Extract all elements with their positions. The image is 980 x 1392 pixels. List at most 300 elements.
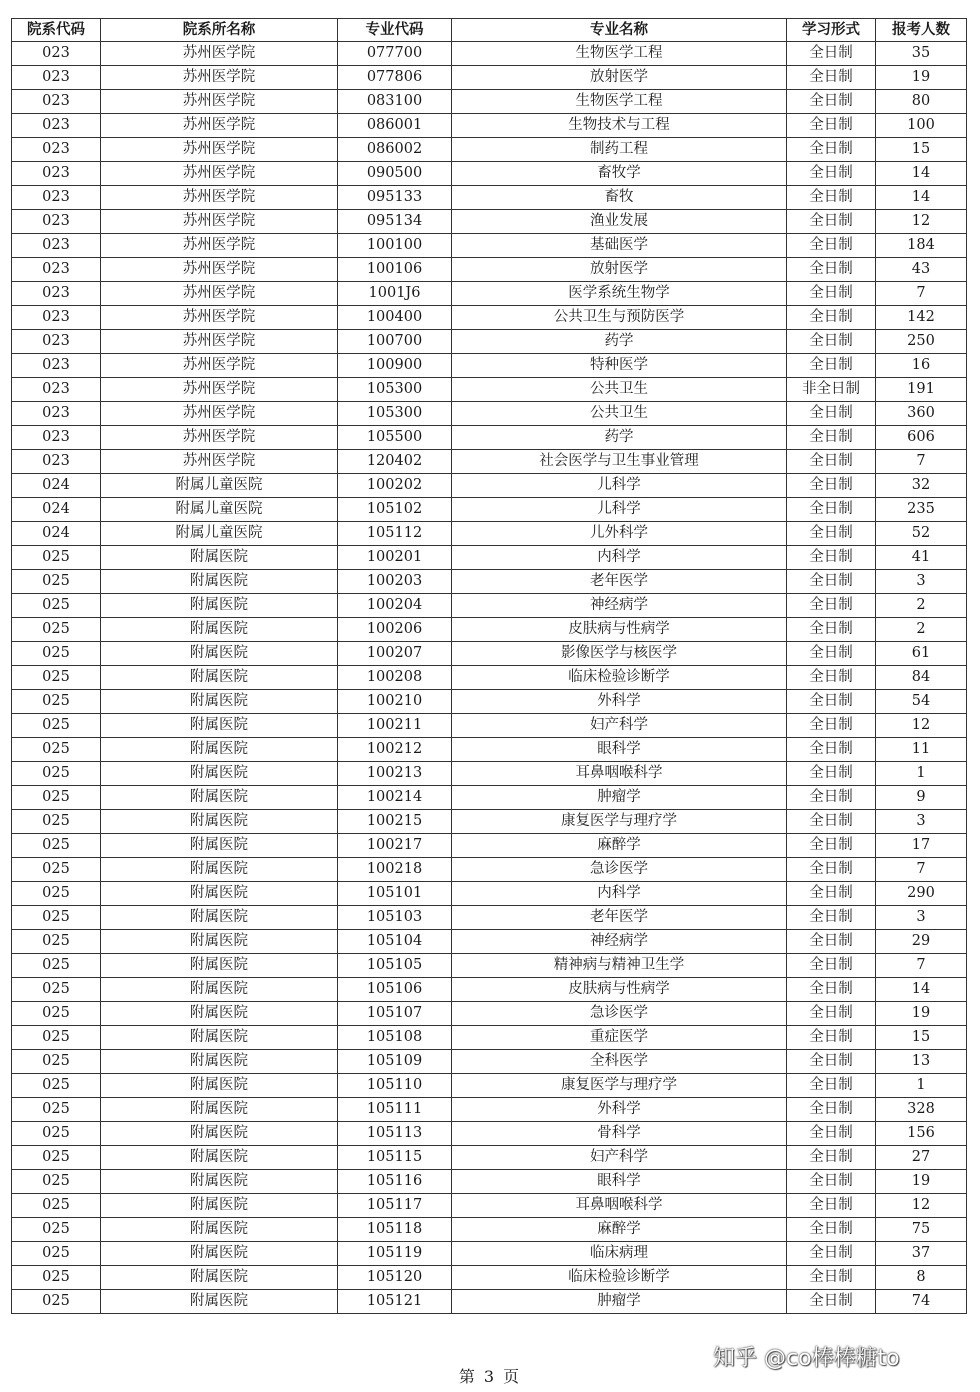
dept-name-cell: 苏州医学院 xyxy=(101,186,338,210)
major-code-cell: 100218 xyxy=(338,858,452,882)
dept-code-cell: 025 xyxy=(12,786,101,810)
dept-name-cell: 附属医院 xyxy=(101,810,338,834)
major-code-cell: 105106 xyxy=(338,978,452,1002)
major-name-cell: 临床检验诊断学 xyxy=(452,666,787,690)
dept-code-cell: 023 xyxy=(12,162,101,186)
dept-code-cell: 025 xyxy=(12,1002,101,1026)
study-mode-cell: 全日制 xyxy=(787,474,876,498)
study-mode-cell: 全日制 xyxy=(787,1290,876,1314)
applicant-count-cell: 12 xyxy=(876,210,967,234)
dept-code-cell: 023 xyxy=(12,282,101,306)
study-mode-cell: 全日制 xyxy=(787,402,876,426)
applicant-count-cell: 7 xyxy=(876,282,967,306)
major-code-cell: 105113 xyxy=(338,1122,452,1146)
study-mode-cell: 全日制 xyxy=(787,1242,876,1266)
dept-code-cell: 025 xyxy=(12,1290,101,1314)
applicant-count-cell: 19 xyxy=(876,1002,967,1026)
dept-name-cell: 附属医院 xyxy=(101,978,338,1002)
major-name-cell: 药学 xyxy=(452,330,787,354)
table-row xyxy=(12,546,967,570)
dept-code-cell: 025 xyxy=(12,642,101,666)
major-name-cell: 全科医学 xyxy=(452,1050,787,1074)
table-row xyxy=(12,306,967,330)
table-row xyxy=(12,1242,967,1266)
table-row xyxy=(12,234,967,258)
applicant-count-cell: 52 xyxy=(876,522,967,546)
major-name-cell: 畜牧学 xyxy=(452,162,787,186)
study-mode-cell: 全日制 xyxy=(787,1194,876,1218)
dept-name-cell: 附属医院 xyxy=(101,1266,338,1290)
major-name-cell: 畜牧 xyxy=(452,186,787,210)
applicant-count-cell: 15 xyxy=(876,1026,967,1050)
study-mode-cell: 全日制 xyxy=(787,234,876,258)
applicant-count-cell: 14 xyxy=(876,186,967,210)
table-row xyxy=(12,282,967,306)
table-row xyxy=(12,666,967,690)
major-code-cell: 100204 xyxy=(338,594,452,618)
major-code-cell: 100700 xyxy=(338,330,452,354)
table-row xyxy=(12,1050,967,1074)
dept-code-cell: 023 xyxy=(12,306,101,330)
major-code-cell: 105104 xyxy=(338,930,452,954)
major-code-cell: 105105 xyxy=(338,954,452,978)
major-code-cell: 105101 xyxy=(338,882,452,906)
dept-name-cell: 苏州医学院 xyxy=(101,66,338,90)
applicant-count-cell: 17 xyxy=(876,834,967,858)
dept-code-cell: 025 xyxy=(12,1170,101,1194)
dept-code-cell: 025 xyxy=(12,1074,101,1098)
major-code-cell: 100203 xyxy=(338,570,452,594)
table-row xyxy=(12,954,967,978)
major-code-cell: 077700 xyxy=(338,42,452,66)
major-name-cell: 特种医学 xyxy=(452,354,787,378)
applicant-count-cell: 14 xyxy=(876,162,967,186)
dept-code-cell: 023 xyxy=(12,66,101,90)
applicant-count-cell: 16 xyxy=(876,354,967,378)
study-mode-cell: 全日制 xyxy=(787,138,876,162)
study-mode-cell: 全日制 xyxy=(787,786,876,810)
dept-code-cell: 023 xyxy=(12,114,101,138)
table-row xyxy=(12,882,967,906)
major-name-cell: 外科学 xyxy=(452,690,787,714)
major-name-cell: 康复医学与理疗学 xyxy=(452,1074,787,1098)
dept-code-cell: 025 xyxy=(12,954,101,978)
applicant-count-cell: 27 xyxy=(876,1146,967,1170)
dept-code-cell: 023 xyxy=(12,258,101,282)
dept-name-cell: 附属医院 xyxy=(101,690,338,714)
major-name-cell: 骨科学 xyxy=(452,1122,787,1146)
study-mode-cell: 全日制 xyxy=(787,762,876,786)
applicant-count-cell: 35 xyxy=(876,42,967,66)
dept-name-cell: 苏州医学院 xyxy=(101,378,338,402)
applicant-count-cell: 328 xyxy=(876,1098,967,1122)
major-code-cell: 105117 xyxy=(338,1194,452,1218)
major-name-cell: 生物医学工程 xyxy=(452,42,787,66)
study-mode-cell: 非全日制 xyxy=(787,378,876,402)
dept-name-cell: 苏州医学院 xyxy=(101,114,338,138)
applicant-count-cell: 250 xyxy=(876,330,967,354)
major-name-cell: 公共卫生与预防医学 xyxy=(452,306,787,330)
major-name-cell: 急诊医学 xyxy=(452,1002,787,1026)
dept-name-cell: 苏州医学院 xyxy=(101,42,338,66)
enrollment-table xyxy=(11,18,967,1314)
study-mode-cell: 全日制 xyxy=(787,978,876,1002)
study-mode-cell: 全日制 xyxy=(787,594,876,618)
dept-name-cell: 附属医院 xyxy=(101,618,338,642)
applicant-count-cell: 41 xyxy=(876,546,967,570)
study-mode-cell: 全日制 xyxy=(787,1074,876,1098)
table-row xyxy=(12,66,967,90)
applicant-count-cell: 7 xyxy=(876,858,967,882)
dept-code-cell: 025 xyxy=(12,1146,101,1170)
page-number: 第 3 页 xyxy=(458,1367,522,1386)
dept-code-cell: 025 xyxy=(12,834,101,858)
dept-name-cell: 附属医院 xyxy=(101,1026,338,1050)
study-mode-cell: 全日制 xyxy=(787,906,876,930)
table-body xyxy=(12,42,967,1314)
dept-code-cell: 025 xyxy=(12,1098,101,1122)
dept-code-cell: 025 xyxy=(12,1218,101,1242)
applicant-count-cell: 156 xyxy=(876,1122,967,1146)
study-mode-cell: 全日制 xyxy=(787,354,876,378)
dept-name-cell: 附属医院 xyxy=(101,594,338,618)
applicant-count-cell: 13 xyxy=(876,1050,967,1074)
dept-name-cell: 附属儿童医院 xyxy=(101,522,338,546)
study-mode-cell: 全日制 xyxy=(787,1002,876,1026)
header-dept-name: 院系所名称 xyxy=(101,19,338,42)
table-row xyxy=(12,1074,967,1098)
major-code-cell: 120402 xyxy=(338,450,452,474)
table-row xyxy=(12,1266,967,1290)
table-row xyxy=(12,162,967,186)
study-mode-cell: 全日制 xyxy=(787,954,876,978)
applicant-count-cell: 2 xyxy=(876,594,967,618)
dept-code-cell: 025 xyxy=(12,858,101,882)
major-name-cell: 耳鼻咽喉科学 xyxy=(452,762,787,786)
major-name-cell: 妇产科学 xyxy=(452,1146,787,1170)
table-row xyxy=(12,1146,967,1170)
dept-name-cell: 附属儿童医院 xyxy=(101,474,338,498)
applicant-count-cell: 142 xyxy=(876,306,967,330)
major-name-cell: 外科学 xyxy=(452,1098,787,1122)
study-mode-cell: 全日制 xyxy=(787,714,876,738)
study-mode-cell: 全日制 xyxy=(787,306,876,330)
major-code-cell: 105300 xyxy=(338,378,452,402)
dept-code-cell: 025 xyxy=(12,714,101,738)
major-name-cell: 内科学 xyxy=(452,546,787,570)
dept-name-cell: 附属医院 xyxy=(101,1194,338,1218)
applicant-count-cell: 15 xyxy=(876,138,967,162)
dept-name-cell: 苏州医学院 xyxy=(101,90,338,114)
major-name-cell: 医学系统生物学 xyxy=(452,282,787,306)
dept-name-cell: 附属医院 xyxy=(101,1050,338,1074)
major-name-cell: 妇产科学 xyxy=(452,714,787,738)
applicant-count-cell: 606 xyxy=(876,426,967,450)
study-mode-cell: 全日制 xyxy=(787,1170,876,1194)
dept-code-cell: 025 xyxy=(12,930,101,954)
dept-code-cell: 025 xyxy=(12,906,101,930)
study-mode-cell: 全日制 xyxy=(787,186,876,210)
major-name-cell: 生物技术与工程 xyxy=(452,114,787,138)
dept-code-cell: 025 xyxy=(12,690,101,714)
study-mode-cell: 全日制 xyxy=(787,162,876,186)
dept-name-cell: 苏州医学院 xyxy=(101,426,338,450)
major-code-cell: 105112 xyxy=(338,522,452,546)
table-row xyxy=(12,762,967,786)
study-mode-cell: 全日制 xyxy=(787,1026,876,1050)
applicant-count-cell: 7 xyxy=(876,954,967,978)
header-dept-code: 院系代码 xyxy=(12,19,101,42)
dept-code-cell: 025 xyxy=(12,810,101,834)
table-row xyxy=(12,810,967,834)
table-row xyxy=(12,714,967,738)
major-code-cell: 105115 xyxy=(338,1146,452,1170)
major-code-cell: 105120 xyxy=(338,1266,452,1290)
study-mode-cell: 全日制 xyxy=(787,522,876,546)
dept-code-cell: 023 xyxy=(12,402,101,426)
dept-name-cell: 附属医院 xyxy=(101,1074,338,1098)
dept-name-cell: 附属医院 xyxy=(101,834,338,858)
dept-code-cell: 023 xyxy=(12,186,101,210)
dept-name-cell: 苏州医学院 xyxy=(101,354,338,378)
dept-code-cell: 025 xyxy=(12,570,101,594)
major-name-cell: 临床检验诊断学 xyxy=(452,1266,787,1290)
major-code-cell: 100215 xyxy=(338,810,452,834)
table-row xyxy=(12,426,967,450)
applicant-count-cell: 75 xyxy=(876,1218,967,1242)
dept-code-cell: 025 xyxy=(12,1266,101,1290)
major-name-cell: 社会医学与卫生事业管理 xyxy=(452,450,787,474)
header-major-name: 专业名称 xyxy=(452,19,787,42)
dept-code-cell: 024 xyxy=(12,522,101,546)
major-code-cell: 100211 xyxy=(338,714,452,738)
dept-name-cell: 附属医院 xyxy=(101,1146,338,1170)
table-row xyxy=(12,570,967,594)
applicant-count-cell: 1 xyxy=(876,762,967,786)
dept-name-cell: 附属医院 xyxy=(101,954,338,978)
dept-name-cell: 附属医院 xyxy=(101,738,338,762)
major-name-cell: 精神病与精神卫生学 xyxy=(452,954,787,978)
table-row xyxy=(12,1122,967,1146)
major-name-cell: 麻醉学 xyxy=(452,834,787,858)
table-row xyxy=(12,1026,967,1050)
study-mode-cell: 全日制 xyxy=(787,738,876,762)
applicant-count-cell: 19 xyxy=(876,66,967,90)
study-mode-cell: 全日制 xyxy=(787,114,876,138)
applicant-count-cell: 8 xyxy=(876,1266,967,1290)
header-row xyxy=(12,19,967,42)
dept-code-cell: 025 xyxy=(12,546,101,570)
major-name-cell: 肿瘤学 xyxy=(452,1290,787,1314)
dept-code-cell: 025 xyxy=(12,1194,101,1218)
study-mode-cell: 全日制 xyxy=(787,1098,876,1122)
dept-code-cell: 025 xyxy=(12,882,101,906)
major-name-cell: 基础医学 xyxy=(452,234,787,258)
table-row xyxy=(12,42,967,66)
table-row xyxy=(12,450,967,474)
table-row xyxy=(12,786,967,810)
table-row xyxy=(12,90,967,114)
applicant-count-cell: 235 xyxy=(876,498,967,522)
dept-code-cell: 023 xyxy=(12,330,101,354)
major-name-cell: 肿瘤学 xyxy=(452,786,787,810)
major-code-cell: 1001J6 xyxy=(338,282,452,306)
applicant-count-cell: 14 xyxy=(876,978,967,1002)
table-row xyxy=(12,690,967,714)
dept-name-cell: 苏州医学院 xyxy=(101,138,338,162)
study-mode-cell: 全日制 xyxy=(787,1122,876,1146)
study-mode-cell: 全日制 xyxy=(787,1218,876,1242)
applicant-count-cell: 54 xyxy=(876,690,967,714)
table-row xyxy=(12,1002,967,1026)
major-code-cell: 105102 xyxy=(338,498,452,522)
dept-name-cell: 附属医院 xyxy=(101,1122,338,1146)
study-mode-cell: 全日制 xyxy=(787,618,876,642)
study-mode-cell: 全日制 xyxy=(787,210,876,234)
dept-name-cell: 附属医院 xyxy=(101,930,338,954)
major-name-cell: 神经病学 xyxy=(452,930,787,954)
study-mode-cell: 全日制 xyxy=(787,546,876,570)
major-code-cell: 105109 xyxy=(338,1050,452,1074)
study-mode-cell: 全日制 xyxy=(787,330,876,354)
major-code-cell: 105110 xyxy=(338,1074,452,1098)
applicant-count-cell: 290 xyxy=(876,882,967,906)
dept-code-cell: 023 xyxy=(12,450,101,474)
dept-name-cell: 附属医院 xyxy=(101,570,338,594)
header-major-code: 专业代码 xyxy=(338,19,452,42)
dept-code-cell: 023 xyxy=(12,234,101,258)
applicant-count-cell: 84 xyxy=(876,666,967,690)
dept-name-cell: 附属医院 xyxy=(101,1002,338,1026)
major-name-cell: 康复医学与理疗学 xyxy=(452,810,787,834)
major-name-cell: 儿外科学 xyxy=(452,522,787,546)
table-row xyxy=(12,1290,967,1314)
dept-name-cell: 苏州医学院 xyxy=(101,234,338,258)
major-name-cell: 临床病理 xyxy=(452,1242,787,1266)
study-mode-cell: 全日制 xyxy=(787,90,876,114)
table-row xyxy=(12,138,967,162)
study-mode-cell: 全日制 xyxy=(787,42,876,66)
applicant-count-cell: 32 xyxy=(876,474,967,498)
study-mode-cell: 全日制 xyxy=(787,570,876,594)
major-code-cell: 105300 xyxy=(338,402,452,426)
major-name-cell: 老年医学 xyxy=(452,570,787,594)
study-mode-cell: 全日制 xyxy=(787,1050,876,1074)
study-mode-cell: 全日制 xyxy=(787,1146,876,1170)
applicant-count-cell: 37 xyxy=(876,1242,967,1266)
dept-code-cell: 025 xyxy=(12,978,101,1002)
dept-code-cell: 025 xyxy=(12,1050,101,1074)
applicant-count-cell: 61 xyxy=(876,642,967,666)
applicant-count-cell: 19 xyxy=(876,1170,967,1194)
dept-name-cell: 附属医院 xyxy=(101,1170,338,1194)
dept-code-cell: 025 xyxy=(12,762,101,786)
major-name-cell: 儿科学 xyxy=(452,498,787,522)
table-row xyxy=(12,834,967,858)
dept-code-cell: 023 xyxy=(12,138,101,162)
table-row xyxy=(12,906,967,930)
table-row xyxy=(12,498,967,522)
table-row xyxy=(12,258,967,282)
applicant-count-cell: 1 xyxy=(876,1074,967,1098)
dept-name-cell: 附属医院 xyxy=(101,762,338,786)
dept-code-cell: 023 xyxy=(12,42,101,66)
applicant-count-cell: 360 xyxy=(876,402,967,426)
applicant-count-cell: 80 xyxy=(876,90,967,114)
table-row xyxy=(12,1194,967,1218)
major-name-cell: 耳鼻咽喉科学 xyxy=(452,1194,787,1218)
dept-name-cell: 附属儿童医院 xyxy=(101,498,338,522)
major-code-cell: 086001 xyxy=(338,114,452,138)
table-row xyxy=(12,354,967,378)
dept-name-cell: 苏州医学院 xyxy=(101,210,338,234)
dept-code-cell: 023 xyxy=(12,90,101,114)
major-name-cell: 皮肤病与性病学 xyxy=(452,978,787,1002)
applicant-count-cell: 43 xyxy=(876,258,967,282)
dept-code-cell: 023 xyxy=(12,426,101,450)
study-mode-cell: 全日制 xyxy=(787,450,876,474)
major-code-cell: 105118 xyxy=(338,1218,452,1242)
table-row xyxy=(12,594,967,618)
major-code-cell: 105107 xyxy=(338,1002,452,1026)
table-row xyxy=(12,618,967,642)
dept-name-cell: 附属医院 xyxy=(101,1242,338,1266)
study-mode-cell: 全日制 xyxy=(787,930,876,954)
major-code-cell: 100202 xyxy=(338,474,452,498)
dept-code-cell: 025 xyxy=(12,1026,101,1050)
major-name-cell: 老年医学 xyxy=(452,906,787,930)
applicant-count-cell: 184 xyxy=(876,234,967,258)
dept-code-cell: 025 xyxy=(12,618,101,642)
dept-code-cell: 025 xyxy=(12,594,101,618)
applicant-count-cell: 12 xyxy=(876,714,967,738)
applicant-count-cell: 74 xyxy=(876,1290,967,1314)
dept-name-cell: 苏州医学院 xyxy=(101,330,338,354)
dept-name-cell: 附属医院 xyxy=(101,642,338,666)
major-name-cell: 渔业发展 xyxy=(452,210,787,234)
table-row xyxy=(12,1218,967,1242)
major-code-cell: 105116 xyxy=(338,1170,452,1194)
table-row xyxy=(12,738,967,762)
study-mode-cell: 全日制 xyxy=(787,690,876,714)
dept-name-cell: 附属医院 xyxy=(101,1218,338,1242)
major-name-cell: 眼科学 xyxy=(452,738,787,762)
applicant-count-cell: 12 xyxy=(876,1194,967,1218)
major-name-cell: 儿科学 xyxy=(452,474,787,498)
major-code-cell: 095133 xyxy=(338,186,452,210)
dept-name-cell: 附属医院 xyxy=(101,906,338,930)
study-mode-cell: 全日制 xyxy=(787,882,876,906)
study-mode-cell: 全日制 xyxy=(787,282,876,306)
major-code-cell: 100106 xyxy=(338,258,452,282)
applicant-count-cell: 3 xyxy=(876,810,967,834)
major-name-cell: 麻醉学 xyxy=(452,1218,787,1242)
major-name-cell: 皮肤病与性病学 xyxy=(452,618,787,642)
major-name-cell: 公共卫生 xyxy=(452,402,787,426)
study-mode-cell: 全日制 xyxy=(787,498,876,522)
dept-code-cell: 024 xyxy=(12,498,101,522)
major-code-cell: 100201 xyxy=(338,546,452,570)
major-name-cell: 神经病学 xyxy=(452,594,787,618)
dept-name-cell: 苏州医学院 xyxy=(101,306,338,330)
study-mode-cell: 全日制 xyxy=(787,834,876,858)
major-code-cell: 100208 xyxy=(338,666,452,690)
dept-code-cell: 024 xyxy=(12,474,101,498)
major-name-cell: 生物医学工程 xyxy=(452,90,787,114)
major-code-cell: 100900 xyxy=(338,354,452,378)
table-row xyxy=(12,1170,967,1194)
major-name-cell: 重症医学 xyxy=(452,1026,787,1050)
